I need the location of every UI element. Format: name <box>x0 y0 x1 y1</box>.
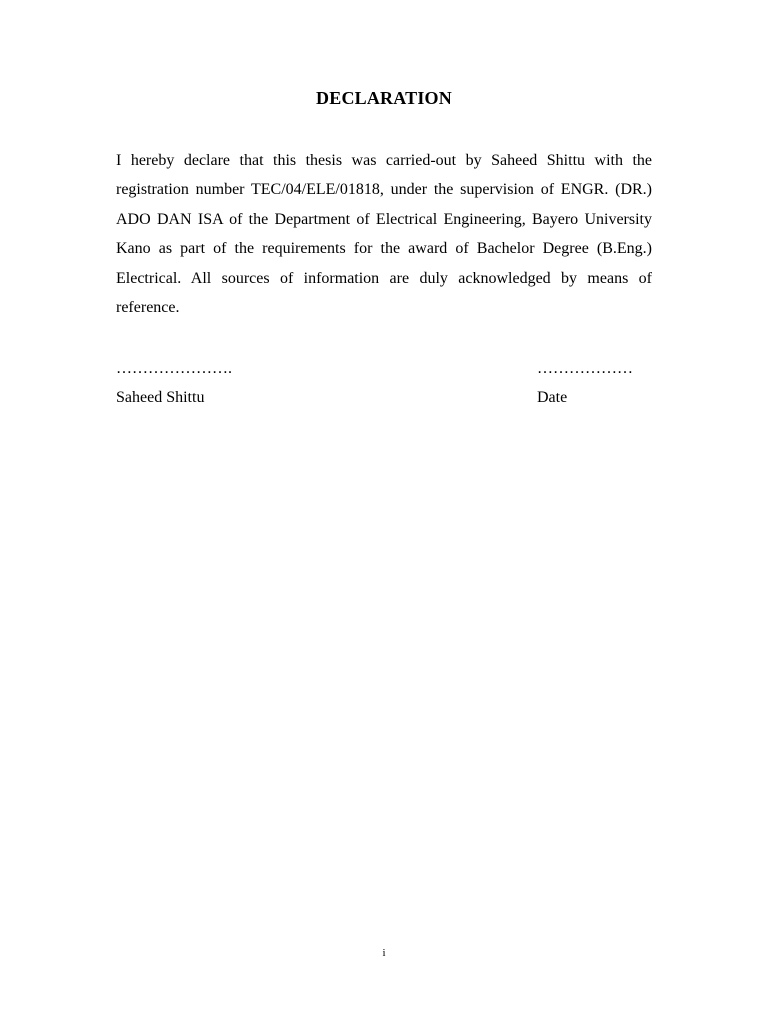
author-name: Saheed Shittu <box>116 389 205 406</box>
page-title: DECLARATION <box>316 88 452 108</box>
date-signature-line: ……………… <box>537 360 633 377</box>
declaration-paragraph: I hereby declare that this thesis was carried-out by Saheed Shittu with the registration number TEC/04/ELE/01818, under the supervision of ENGR. (DR.) ADO DAN ISA of the Department of Electrical Engineering, Bayero University Kano as part of the requirements for the award of Bachelor Degree (B.Eng.) Electrical. All sources of information are duly acknowledged by means of reference. <box>116 152 652 317</box>
page-number: i <box>382 947 386 959</box>
date-signature-block <box>537 354 633 412</box>
date-label: Date <box>537 389 568 406</box>
author-signature-block <box>116 354 232 412</box>
author-signature-line: …………………. <box>116 360 232 377</box>
